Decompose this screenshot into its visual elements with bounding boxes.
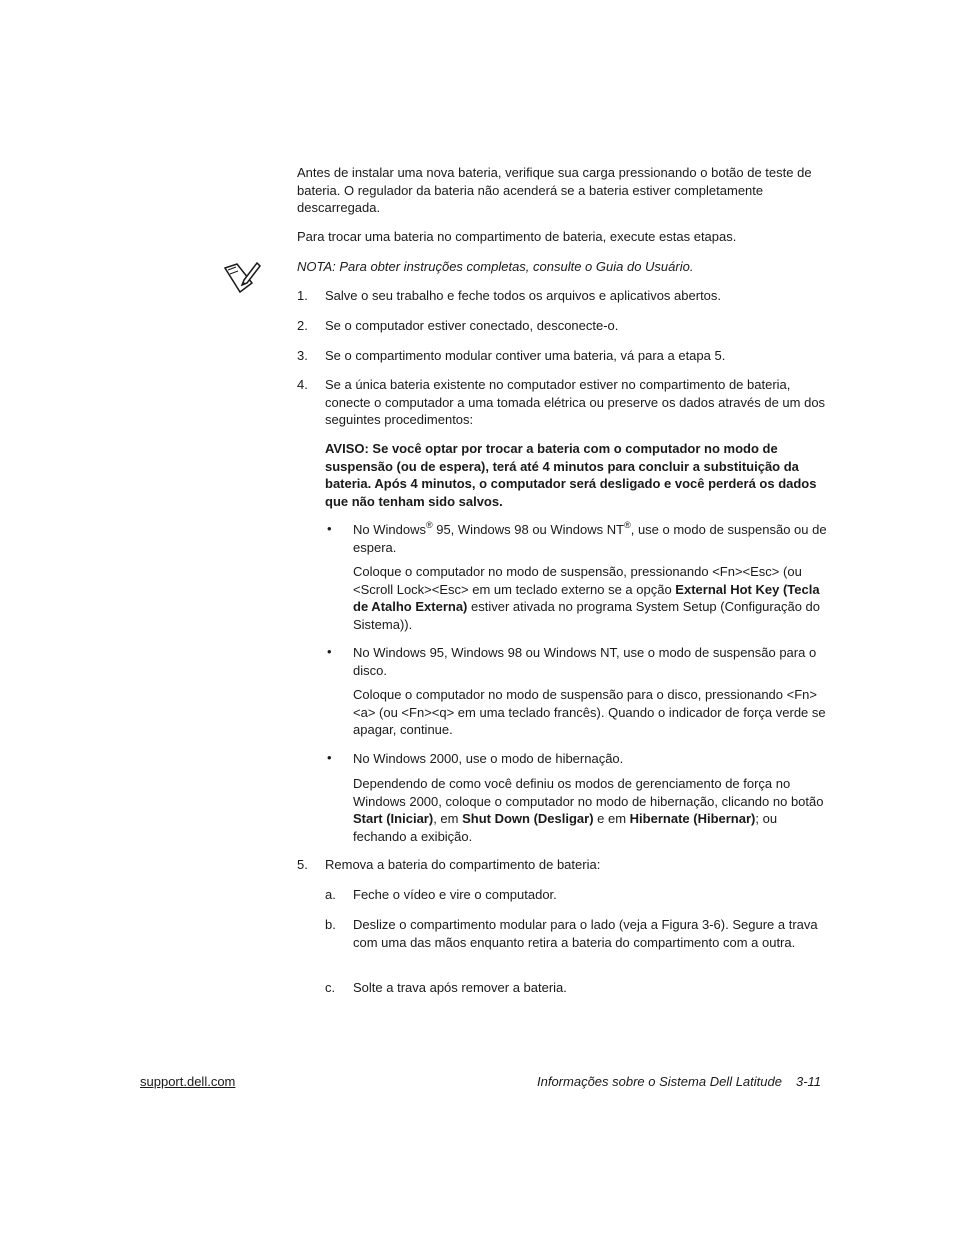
page-number: 3-11 bbox=[795, 1074, 822, 1089]
step-number: 2. bbox=[297, 318, 308, 333]
substep-letter: b. bbox=[325, 917, 336, 932]
step-number: 3. bbox=[297, 348, 308, 363]
step-text: Se a única bateria existente no computador estiver no compartimento de bateria, conecte o computador a uma tomada elétrica ou preserve os dados através de um dos seguintes procedimentos: bbox=[325, 377, 826, 427]
footer-title-text: Informações sobre o Sistema Dell Latitude bbox=[537, 1074, 782, 1089]
substep-letter: c. bbox=[325, 980, 336, 995]
bullet-description: Coloque o computador no modo de suspensão para o disco, pressionando <Fn><a> (ou <Fn><q> em uma teclado francês). Quando o indicador de força verde se apagar, continue. bbox=[353, 687, 826, 737]
bullet-suspend-to-disk: No Windows 95, Windows 98 ou Windows NT, use o modo de suspensão para o disco. bbox=[353, 645, 817, 678]
substep-text: Feche o vídeo e vire o computador. bbox=[353, 887, 557, 902]
step-text: Salve o seu trabalho e feche todos os arquivos e aplicativos abertos. bbox=[325, 288, 722, 303]
substep-text: Solte a trava após remover a bateria. bbox=[353, 980, 567, 995]
note-text: NOTA: Para obter instruções completas, consulte o Guia do Usuário. bbox=[297, 259, 694, 274]
support-link[interactable]: support.dell.com bbox=[140, 1074, 236, 1089]
note-pencil-icon bbox=[222, 258, 262, 298]
step-number: 5. bbox=[297, 857, 308, 872]
bullet-dot: • bbox=[327, 521, 332, 536]
bullet-windows-2000-hibernate: No Windows 2000, use o modo de hibernação. bbox=[353, 751, 624, 766]
bullet-dot: • bbox=[327, 750, 332, 765]
step-text: Se o compartimento modular contiver uma bateria, vá para a etapa 5. bbox=[325, 348, 726, 363]
substep-text: Deslize o compartimento modular para o lado (veja a Figura 3-6). Segure a trava com uma das mãos enquanto retira a bateria do compartimento com a outra. bbox=[353, 917, 818, 950]
footer-title bbox=[537, 1074, 827, 1089]
bullet-description: Coloque o computador no modo de suspensão, pressionando <Fn><Esc> (ou <Scroll Lock><Esc> em um teclado externo se a opção External Hot Key (Tecla de Atalho Externa) estiver ativada no programa System Setup (Configuração do Sistema)). bbox=[353, 564, 821, 632]
intro-paragraph-2: Para trocar uma bateria no compartimento de bateria, execute estas etapas. bbox=[297, 229, 737, 244]
warning-text: AVISO: Se você optar por trocar a bateria com o computador no modo de suspensão (ou de espera), terá até 4 minutos para concluir a substituição da bateria. Após 4 minutos, o computador será desligado e você perderá os dados que não tenham sido salvos. bbox=[325, 441, 817, 509]
bullet-dot: • bbox=[327, 644, 332, 659]
step-text: Se o computador estiver conectado, desconecte-o. bbox=[325, 318, 619, 333]
intro-paragraph-1: Antes de instalar uma nova bateria, verifique sua carga pressionando o botão de teste de bateria. O regulador da bateria não acenderá se a bateria estiver completamente descarregada. bbox=[297, 165, 812, 215]
step-text: Remova a bateria do compartimento de bateria: bbox=[325, 857, 601, 872]
substep-letter: a. bbox=[325, 887, 336, 902]
step-number: 1. bbox=[297, 288, 308, 303]
bullet-windows-95-98-nt-suspend: No Windows® 95, Windows 98 ou Windows NT®, use o modo de suspensão ou de espera. bbox=[353, 520, 827, 555]
step-number: 4. bbox=[297, 377, 308, 392]
bullet-description: Dependendo de como você definiu os modos de gerenciamento de força no Windows 2000, coloque o computador no modo de hibernação, clicando no botão Start (Iniciar), em Shut Down (Desligar) e em Hibernate (Hibernar); ou fechando a exibição. bbox=[353, 776, 824, 844]
